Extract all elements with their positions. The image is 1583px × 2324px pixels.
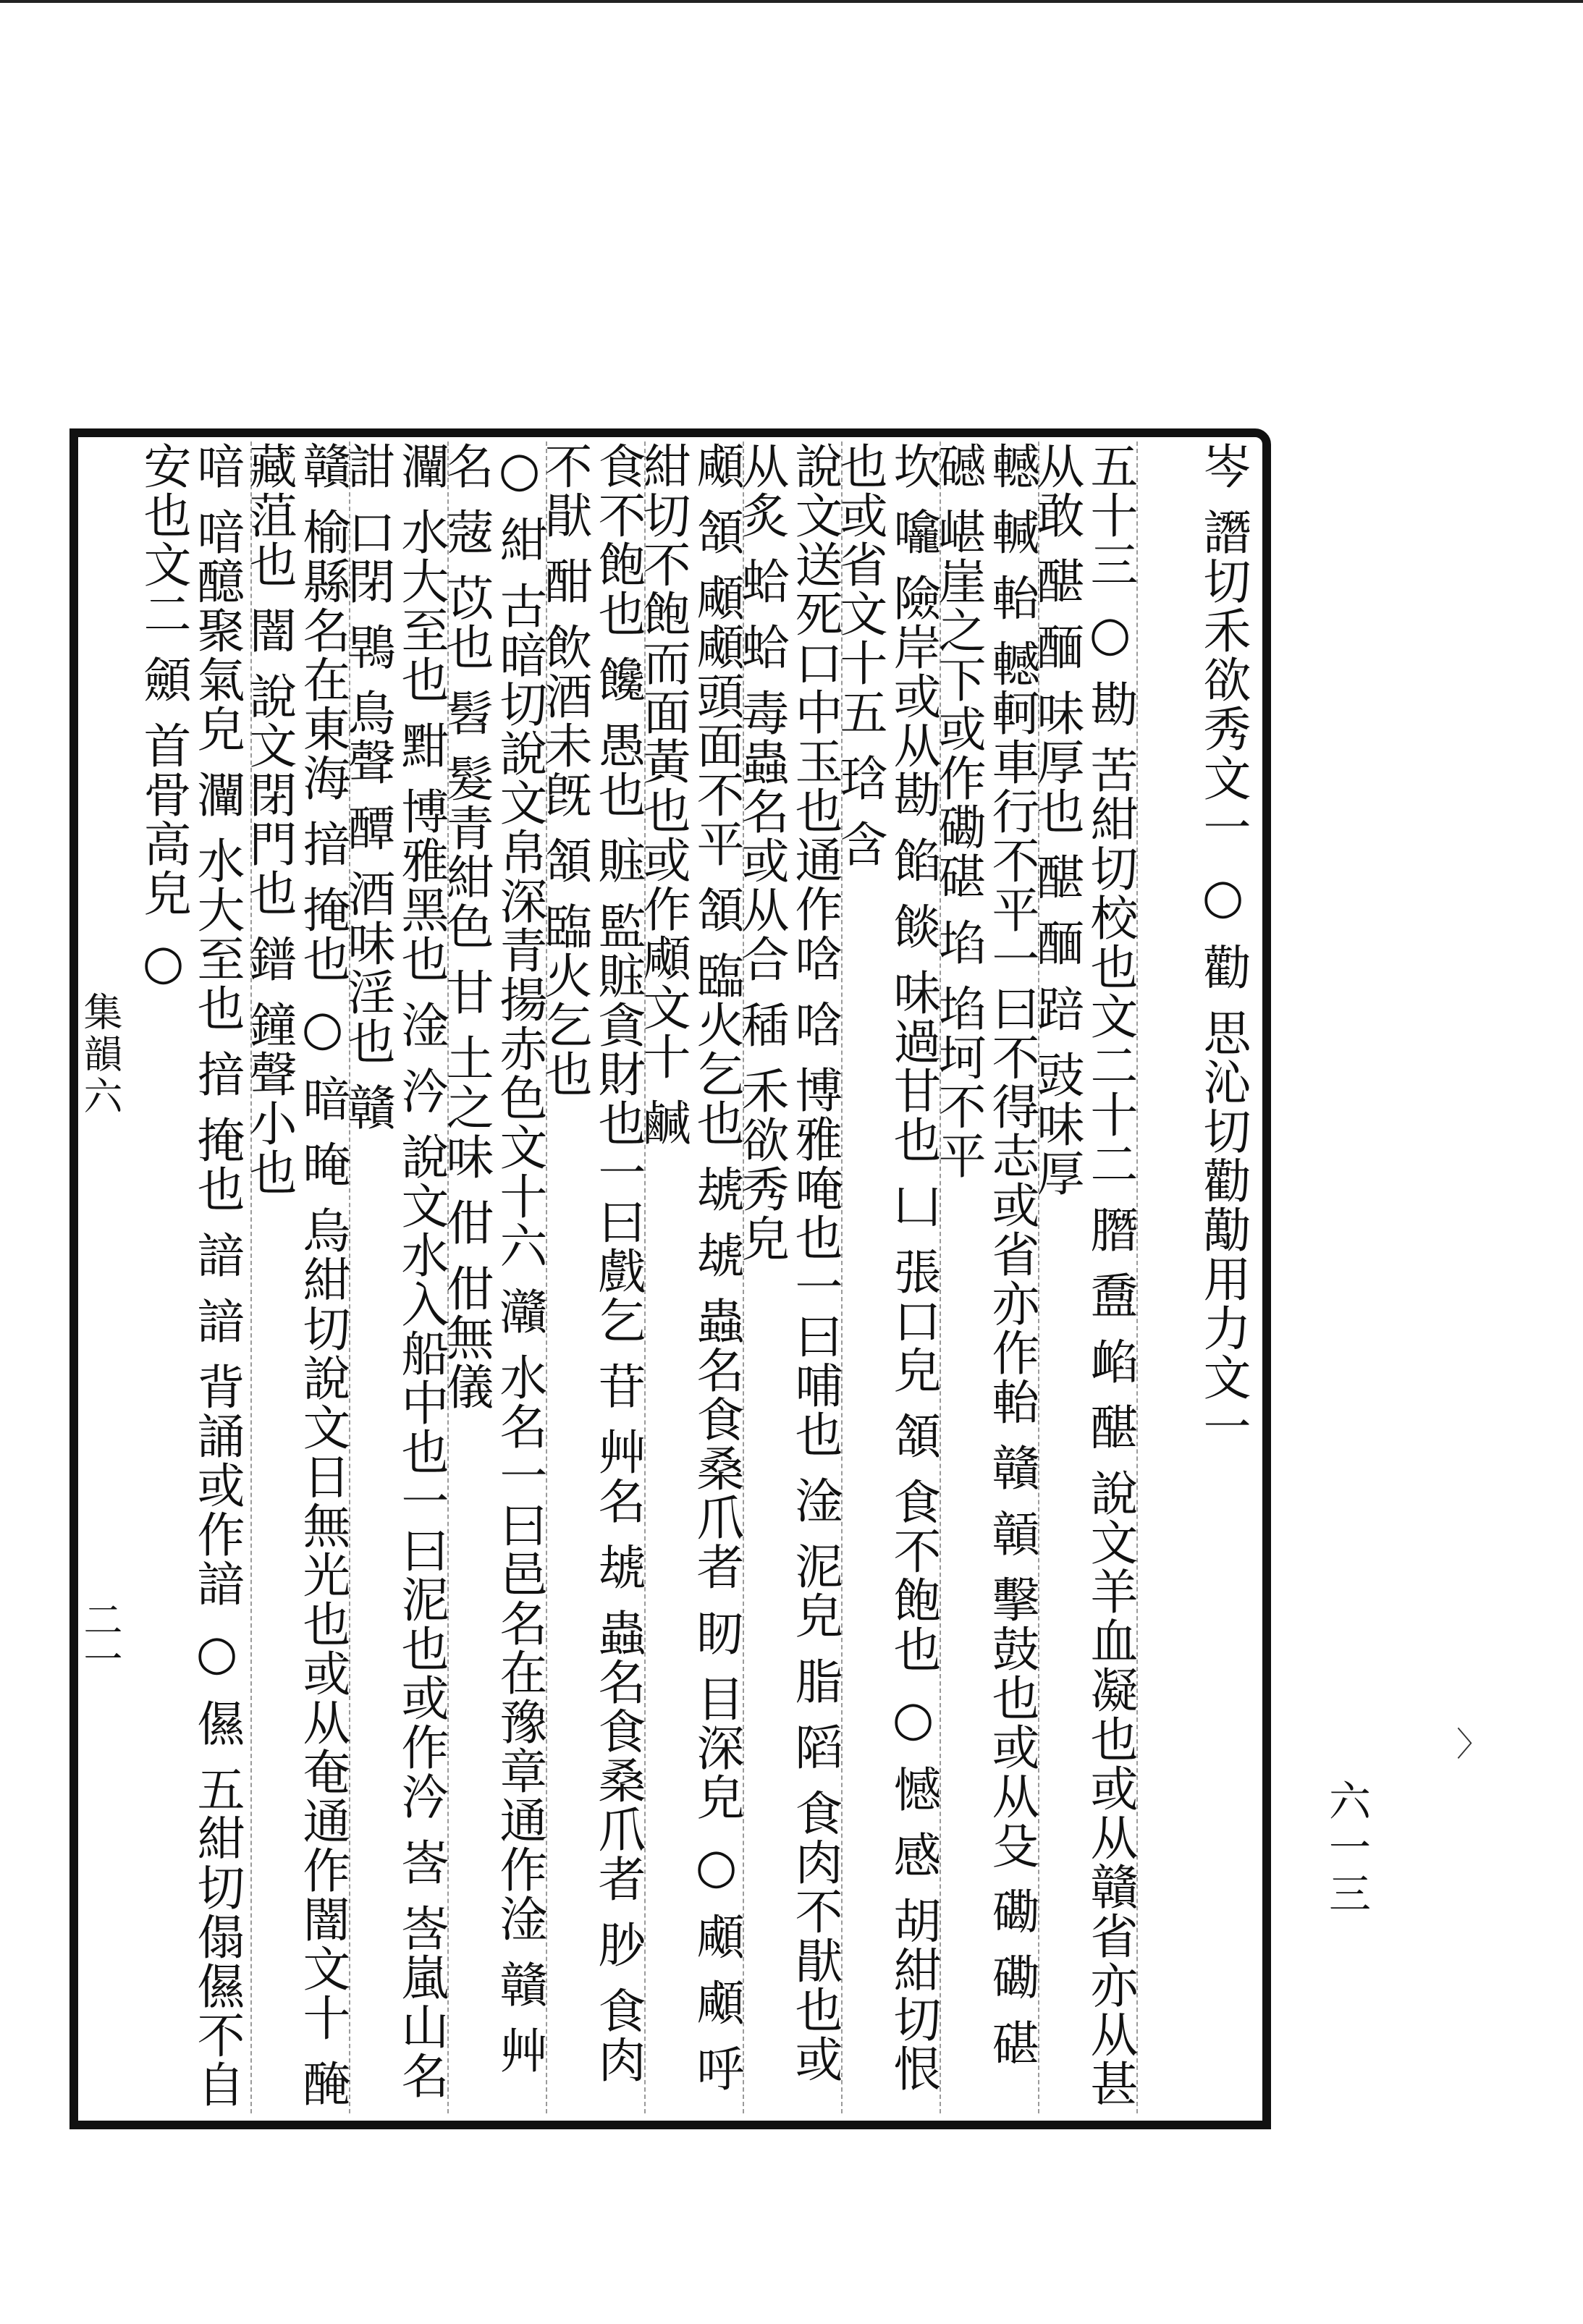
text-column-3: 轗 輱 軩 轗軻車行不平一曰不得志或省亦作軩 贛 贑 擊鼓也或从殳 磡 磡 碪 䃭 嵁崖之下或作磡碪 埳 埳坷不平 [930, 441, 1039, 2068]
text-column-2: 五十三 ○ 勘 苦紺切校也文二十二 䐶 䀉 䘓 䤁 說文羊血凝也或从贛省亦从甚从敢 䤁 䤄 味厚也 䤁 䤄 踣 豉味厚 [1029, 441, 1138, 2108]
text-column-10: 贛 榆縣名在東海 揞 掩也 ○ 暗 晻 烏紺切說文日無光也或从奄通作闇文十 醃 藏菹也 闇 說文閉門也 鐠 鐘聲小也 [241, 441, 350, 2108]
text-column-1: 岑 譖切禾欲秀文一 ○ 勸 思沁切勸勱用力文一 [1195, 441, 1251, 1451]
text-column-4: 坎 㘛 險岸或从勘 餡 餤 味過甘也 凵 張口皃 頷 食不飽也 ○ 憾 感 胡紺切恨也或省文十五 琀 含 [832, 441, 941, 2093]
top-edge-rule [0, 0, 1583, 3]
text-column-9: 灛 水大至也 黚 博雅黑也 淦 汵 說文水入船中也一曰泥也或作汵 㟔 㟔嵐山名 詌 口閉 䳚 鳥聲 醰 酒味淫也 贛 [339, 441, 449, 2100]
text-column-7: 食不飽也 饞 愚也 賘 監賘貪財也一曰戲乞 苷 艸名 䖔 蟲名食桑爪者 䏚 食肉不猒 酣 飲酒未旣 頷 臨火乞也 [536, 441, 646, 2084]
page-number: 六一三 [1322, 1779, 1371, 1918]
folio-number: 二一 [77, 1600, 123, 1678]
text-column-6: 顑 頷 顑顑頭面不平 頷 臨火乞也 䖔 䖔 蟲名食桑爪者 䀔 目深皃 ○ 顑 顑 呼紺切不飽而面黃也或作顑文十 鹹 [635, 441, 744, 2093]
text-column-11: 喑 喑醷聚氣皃 灛 水大至也 揞 掩也 諳 諳 背誦或作諳 ○ 儑 五紺切傝儑不自安也文二 顩 首骨高皃 ○ [135, 441, 245, 2109]
folio-label: 集韻六 [77, 992, 123, 1117]
margin-mark: 〉 [1456, 1725, 1490, 1764]
text-column-5: 說文送死口中玉也通作唅 唅 博雅唵也一曰哺也 淦 泥皃 脂 䧟 食肉不猒也或从炙 蛤 蛤 毒蟲名或从合 䅤 禾欲秀皃 [733, 441, 843, 2084]
text-column-8: ○ 紺 古暗切說文帛深青揚赤色文十六 灨 水名一曰邑名在豫章通作淦 贛 艸名 䓻 苡也 髫 髮青紺色 甘 土之味 佄 佄無儀 [438, 441, 547, 2075]
